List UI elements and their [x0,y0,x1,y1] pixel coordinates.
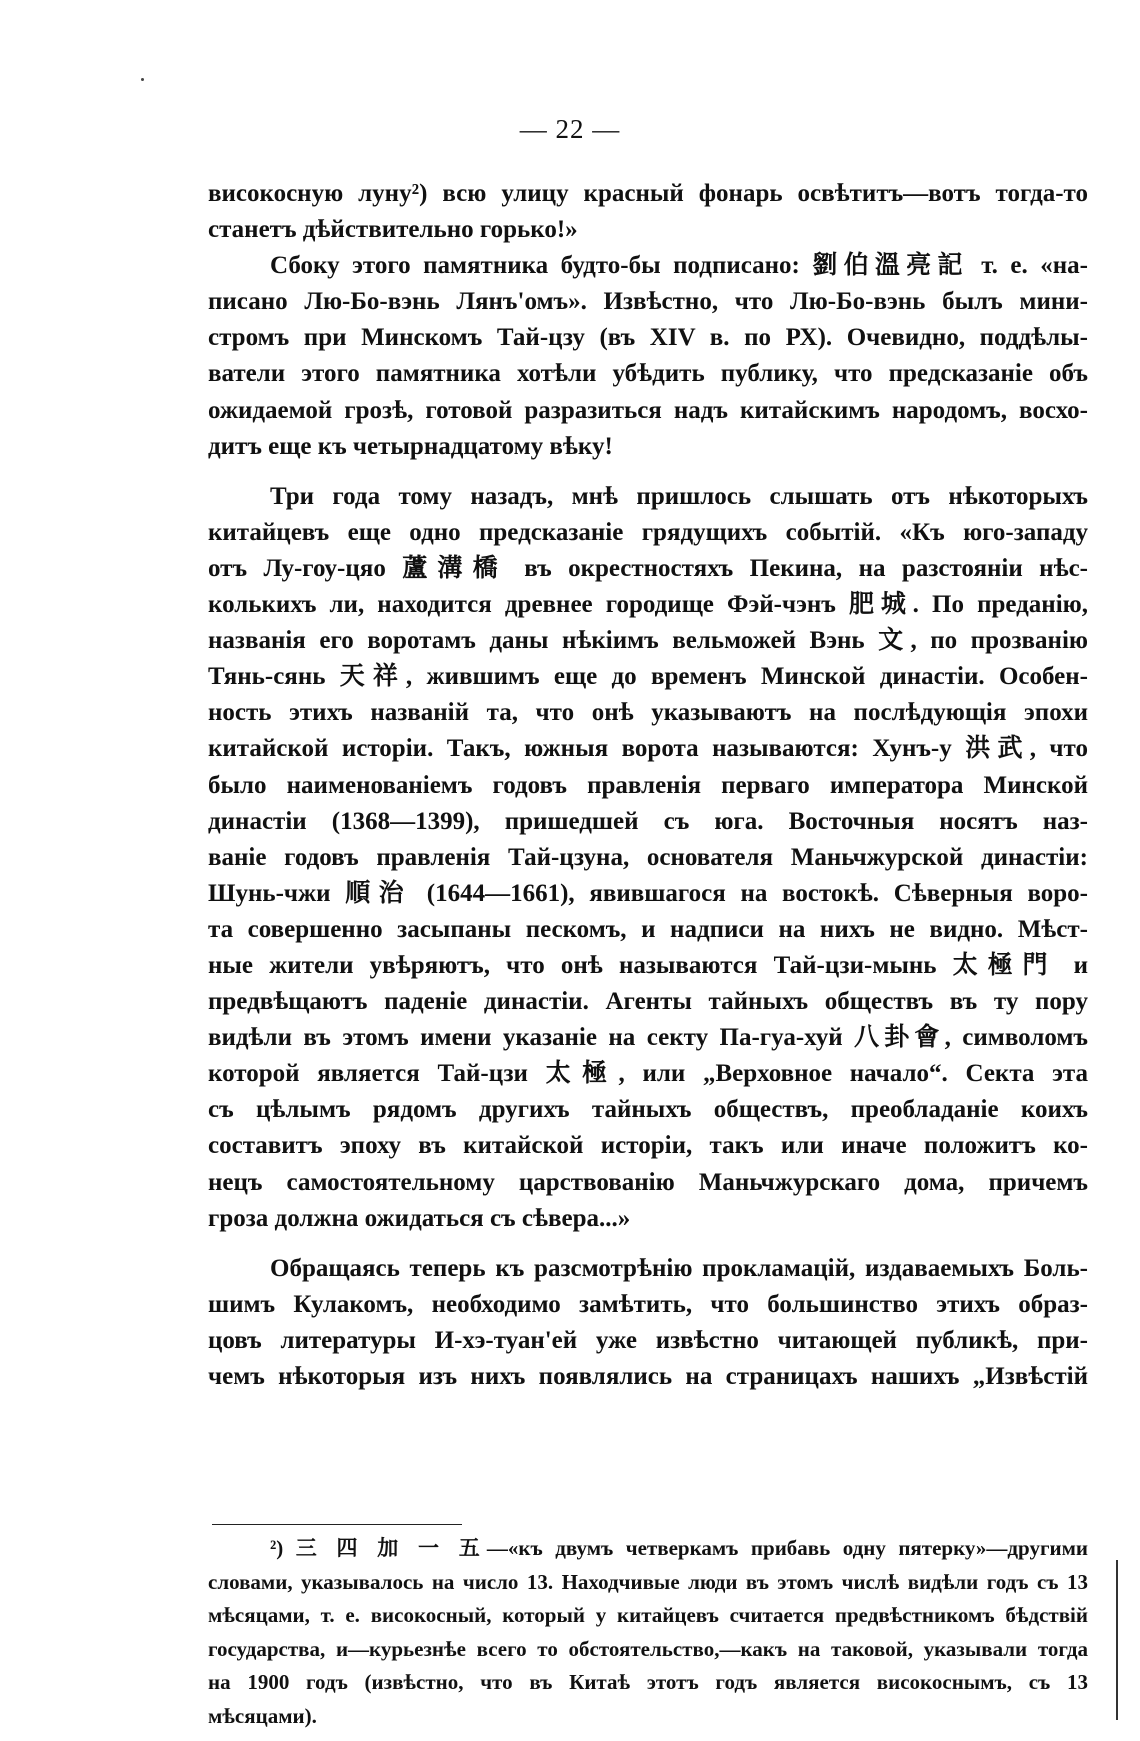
text-line: Тянь-сянь 天祥, жившимъ еще до временъ Минской династіи. Особен- [208,663,1088,691]
paragraph [208,176,1088,248]
text-line: предвѣщаютъ паденіе династіи. Агенты тайныхъ обществъ въ ту пору [208,988,1088,1016]
text-line: Три года тому назадъ, мнѣ пришлось слышать отъ нѣкоторыхъ [270,482,1088,510]
paragraph [208,479,1088,1237]
paragraph [208,1251,1088,1395]
text-line: дитъ еще къ четырнадцатому вѣку! [208,432,613,460]
text-line: было наименованіемъ годовъ правленія перваго императора Минской [208,771,1088,799]
text-line: китайцевъ еще одно предсказаніе грядущихъ событій. «Къ юго-западу [208,518,1088,546]
footnote-divider [212,1524,462,1525]
footnote-line: ²) 三 四 加 一 五—«къ двумъ четверкамъ прибавь одну пятерку»—другими [270,1536,1088,1560]
text-line: династіи (1368—1399), пришедшей съ юга. Восточныя носятъ наз- [208,807,1088,835]
text-line: колькихъ ли, находится древнее городище Фэй-чэнъ 肥城. По преданію, [208,591,1088,619]
text-line: нецъ самостоятельному царствованію Маньчжурскаго дома, причемъ [208,1168,1088,1196]
text-line: съ цѣлымъ рядомъ другихъ тайныхъ обществъ, преобладаніе коихъ [208,1096,1088,1124]
main-text [208,176,1088,1395]
footnote-line: словами, указывалось на число 13. Находчивые люди въ этомъ числѣ видѣли годъ съ 13 [208,1569,1088,1594]
print-speck [141,78,144,81]
page-number: — 22 — [519,114,621,144]
text-line: отъ Лу-гоу-цяо 蘆溝橋 въ окрестностяхъ Пекина, на разстояніи нѣс- [208,554,1088,582]
text-line: стромъ при Минскомъ Тай-цзу (въ XIV в. по РХ). Очевидно, поддѣлы- [208,324,1088,352]
text-line: чемъ нѣкоторыя изъ нихъ появлялись на страницахъ нашихъ „Извѣстій [208,1363,1088,1390]
text-line: гроза должна ожидаться съ сѣвера...» [208,1204,631,1232]
footnote [208,1532,1088,1733]
footnote-line: мѣсяцами). [208,1703,317,1728]
text-line: составитъ эпоху въ китайской исторіи, такъ или иначе положитъ ко- [208,1132,1088,1160]
footnote-line: мѣсяцами, т. е. високосный, который у китайцевъ считается предвѣстникомъ бѣдствій [208,1603,1088,1627]
text-line: ные жители увѣряютъ, что онѣ называются Тай-цзи-мынь 太極門 и [208,951,1088,979]
text-line: ватели этого памятника хотѣли убѣдить публику, что предсказаніе объ [208,360,1088,388]
text-line: високосную луну²) всю улицу красный фонарь освѣтитъ—вотъ тогда-то [208,180,1088,207]
text-line: ность этихъ названій та, что онѣ указываютъ на послѣдующія эпохи [208,699,1088,727]
scan-margin-line [1116,1560,1118,1720]
text-line: Шунь-чжи 順治 (1644—1661), явившагося на востокѣ. Сѣверныя воро- [208,879,1088,907]
text-line: писано Лю-Бо-вэнь Лянъ'омъ». Извѣстно, что Лю-Бо-вэнь былъ мини- [208,288,1088,316]
text-line: ожидаемой грозѣ, готовой разразиться надъ китайскимъ народомъ, восхо- [208,396,1088,424]
text-line: станетъ дѣйствительно горько!» [208,216,578,244]
footnote-line: на 1900 годъ (извѣстно, что въ Китаѣ этотъ годъ является високоснымъ, съ 13 [208,1670,1088,1694]
text-line: та совершенно засыпаны пескомъ, и надписи на нихъ не видно. Мѣст- [208,915,1088,943]
text-line: шимъ Кулакомъ, необходимо замѣтить, что большинство этихъ образ- [208,1290,1088,1318]
text-line: Сбоку этого памятника будто-бы подписано: 劉伯溫亮記 т. е. «на- [270,252,1088,280]
text-line: Обращаясь теперь къ разсмотрѣнію прокламацій, издаваемыхъ Боль- [270,1254,1088,1282]
text-line: китайской исторіи. Такъ, южныя ворота называются: Хунъ-у 洪武, что [208,735,1088,763]
text-line: названія его воротамъ даны нѣкіимъ вельможей Вэнь 文, по прозванію [208,627,1088,655]
text-line: видѣли въ этомъ имени указаніе на секту Па-гуа-хуй 八卦會, символомъ [208,1024,1088,1052]
text-line: цовъ литературы И-хэ-туан'ей уже извѣстно читающей публикѣ, при- [208,1326,1088,1354]
text-line: ваніе годовъ правленія Тай-цзуна, основателя Маньчжурской династіи: [208,843,1088,871]
text-line: которой является Тай-цзи 太極, или „Верховное начало“. Секта эта [208,1060,1088,1088]
footnote-line: государства, и—курьезнѣе всего то обстоятельство,—какъ на таковой, указывали тогда [208,1636,1088,1661]
paragraph [208,248,1088,465]
